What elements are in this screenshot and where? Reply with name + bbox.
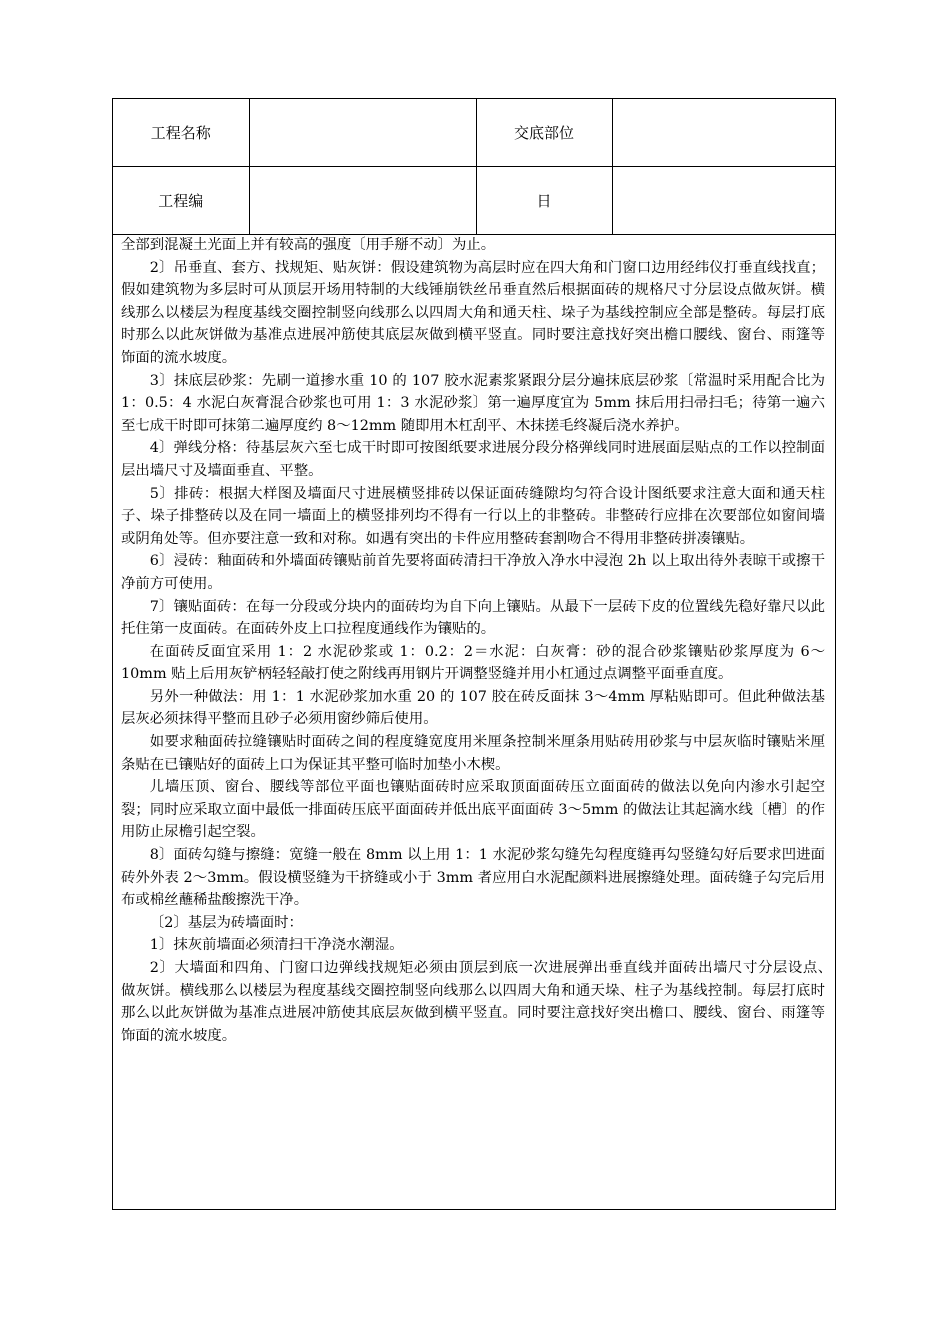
paragraph: 5〕排砖：根据大样图及墙面尺寸进展横竖排砖以保证面砖缝隙均匀符合设计图纸要求注意大面和通天柱子、垛子排整砖以及在同一墙面上的横竖排列均不得有一行以上的非整砖。非整砖行应排在次要部位如窗间墙或阴角处等。但亦要注意一致和对称。如遇有突出的卡件应用整砖套割吻合不得用非整砖拼凑镶贴。 (121, 485, 825, 547)
project-name-value (249, 99, 476, 167)
paragraph: 4〕弹线分格：待基层灰六至七成干时即可按图纸要求进展分段分格弹线同时进展面层贴点的工作以控制面层出墙尺寸及墙面垂直、平整。 (121, 440, 825, 479)
paragraph: 2〕大墙面和四角、门窗口边弹线找规矩必须由顶层到底一次进展弹出垂直线并面砖出墙尺寸分层设点、 做灰饼。横线那么以楼层为程度基线交圈控制竖向线那么以四周大角和通天垛、柱子为基线控制。每层打底时那么以此灰饼做为基准点进展冲筋使其底层灰做到横平竖直。同时要注意找好突出檐口、腰线、窗台、雨篷等饰面的流水坡度。 (121, 960, 840, 1044)
paragraph: 儿墙压顶、窗台、腰线等部位平面也镶贴面砖时应采取顶面面砖压立面面砖的做法以免向内渗水引起空裂；同时应采取立面中最低一排面砖压底平面面砖并低出底平面面砖 3～5mm 的做法让其起滴水线〔槽〕的作用防止尿檐引起空裂。 (121, 779, 825, 841)
project-code-label: 工程编 (113, 167, 249, 235)
project-name-label: 工程名称 (113, 99, 249, 167)
date-value (612, 167, 835, 235)
paragraph: 在面砖反面宜采用 1：2 水泥砂浆或 1：0.2：2＝水泥：白灰膏：砂的混合砂浆镶贴砂浆厚度为 6～10mm 贴上后用灰铲柄轻轻敲打使之附线再用钢片开调整竖缝并用小杠通过点调整平面垂直度。 (121, 643, 825, 683)
date-label: 日 (476, 167, 612, 235)
paragraph: 另外一种做法：用 1：1 水泥砂浆加水重 20 的 107 胶在砖反面抹 3～4mm 厚粘贴即可。但此种做法基层灰必须抹得平整而且砂子必须用窗纱筛后使用。 (121, 688, 825, 728)
handover-location-value (612, 99, 835, 167)
paragraph: 如要求釉面砖拉缝镶贴时面砖之间的程度缝宽度用米厘条控制米厘条用贴砖用砂浆与中层灰临时镶贴米厘条贴在已镶贴好的面砖上口为保证其平整可临时加垫小木楔。 (121, 734, 825, 773)
paragraph: 7〕镶贴面砖：在每一分段或分块内的面砖均为自下向上镶贴。从最下一层砖下皮的位置线先稳好靠尺以此托住第一皮面砖。在面砖外皮上口拉程度通线作为镶贴的。 (121, 598, 825, 638)
document-frame (112, 98, 840, 1210)
paragraph: 1〕抹灰前墙面必须清扫干净浇水潮湿。 (149, 937, 404, 954)
paragraph: 全部到混凝土光面上并有较高的强度〔用手掰不动〕为止。 (121, 237, 496, 253)
paragraph: 8〕面砖勾缝与擦缝：宽缝一般在 8mm 以上用 1：1 水泥砂浆勾缝先勾程度缝再勾竖缝勾好后要求凹进面砖外外表 2～3mm。假设横竖缝为干挤缝或小于 3mm 者应用白水泥配颜料进展擦缝处理。面砖缝子勾完后用布或棉丝蘸稀盐酸擦洗干净。 (121, 847, 825, 909)
handover-location-label: 交底部位 (476, 99, 612, 167)
header-row (113, 99, 835, 167)
header-row (113, 167, 835, 235)
paragraph: 3〕抹底层砂浆：先刷一道掺水重 10 的 107 胶水泥素浆紧跟分层分遍抹底层砂浆〔常温时采用配合比为 1：0.5：4 水泥白灰膏混合砂浆也可用 1：3 水泥砂浆〕第一遍厚度宜为 5mm 抹后用扫帚扫毛；待第一遍六至七成干时即可抹第二遍厚度约 8～12mm 随即用木杠刮平、木抹搓毛终凝后浇水养护。 (121, 372, 825, 434)
paragraph: 〔2〕基层为砖墙面时： (149, 914, 303, 931)
body-text (121, 234, 840, 1047)
paragraph: 2〕吊垂直、套方、找规矩、贴灰饼：假设建筑物为高层时应在四大角和门窗口边用经纬仪打垂直线找直；假如建筑物为多层时可从顶层开场用特制的大线锤崩铁丝吊垂直然后根据面砖的规格尺寸分层设点做灰饼。横线那么以楼层为程度基线交圈控制竖向线那么以四周大角和通天柱、垛子为基线控制应全部是整砖。每层打底时那么以此灰饼做为基准点进展冲筋使其底层灰做到横平竖直。同时要注意找好突出檐口腰线、窗台、雨篷等饰面的流水坡度。 (121, 259, 825, 366)
paragraph: 6〕浸砖：釉面砖和外墙面砖镶贴前首先要将面砖清扫干净放入净水中浸泡 2h 以上取出待外表晾干或擦干净前方可使用。 (121, 553, 825, 592)
header-table (113, 99, 835, 235)
project-code-value (249, 167, 476, 235)
